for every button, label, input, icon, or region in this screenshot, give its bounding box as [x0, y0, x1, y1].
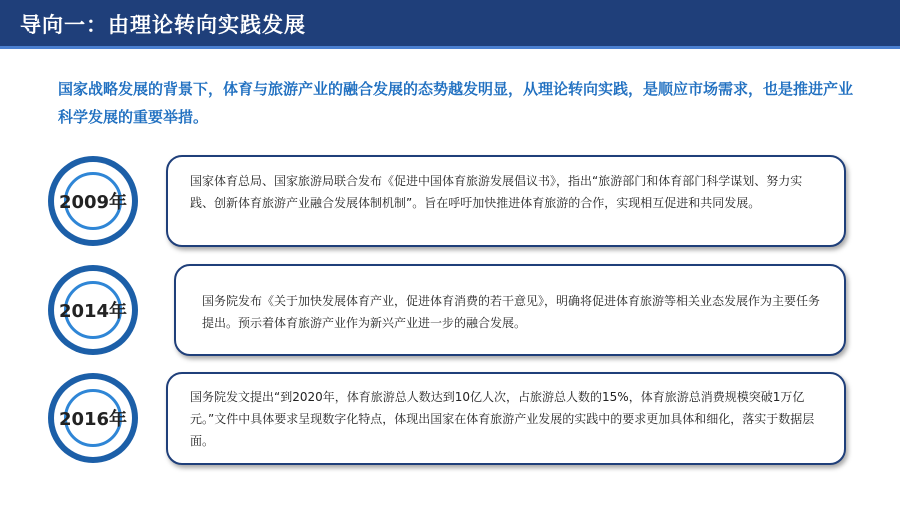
year-label-2014: 2014年: [58, 301, 128, 322]
year-label-2016: 2016年: [58, 409, 128, 430]
timeline-card-2016: [166, 372, 846, 465]
timeline-card-2014: [174, 264, 846, 356]
timeline-card-2009: [166, 155, 846, 247]
title-bar: [0, 0, 900, 49]
timeline-text-2009: 国家体育总局、国家旅游局联合发布《促进中国体育旅游发展倡议书》，指出“旅游部门和体育部门科学谋划、努力实践、创新体育旅游产业融合发展体制机制”。旨在呼吁加快推进体育旅游的合作，实现相互促进和共同发展。: [190, 174, 803, 210]
year-badge-2009: [48, 156, 138, 246]
year-label-2009: 2009年: [58, 192, 128, 213]
timeline-text-2014: 国务院发布《关于加快发展体育产业，促进体育消费的若干意见》，明确将促进体育旅游等相关业态发展作为主要任务提出。预示着体育旅游产业作为新兴产业进一步的融合发展。: [202, 294, 821, 330]
intro-paragraph: 国家战略发展的背景下，体育与旅游产业的融合发展的态势越发明显，从理论转向实践，是顺应市场需求，也是推进产业科学发展的重要举措。: [58, 80, 854, 126]
year-badge-2016: [48, 373, 138, 463]
slide-title: 导向一：由理论转向实践发展: [20, 13, 306, 37]
year-badge-2014: [48, 265, 138, 355]
timeline-text-2016: 国务院发文提出“到2020年，体育旅游总人数达到10亿人次，占旅游总人数的15%，体育旅游总消费规模突破1万亿元。”文件中具体要求呈现数字化特点，体现出国家在体育旅游产业发展的实践中的要求更加具体和细化，落实于数据层面。: [190, 390, 815, 448]
